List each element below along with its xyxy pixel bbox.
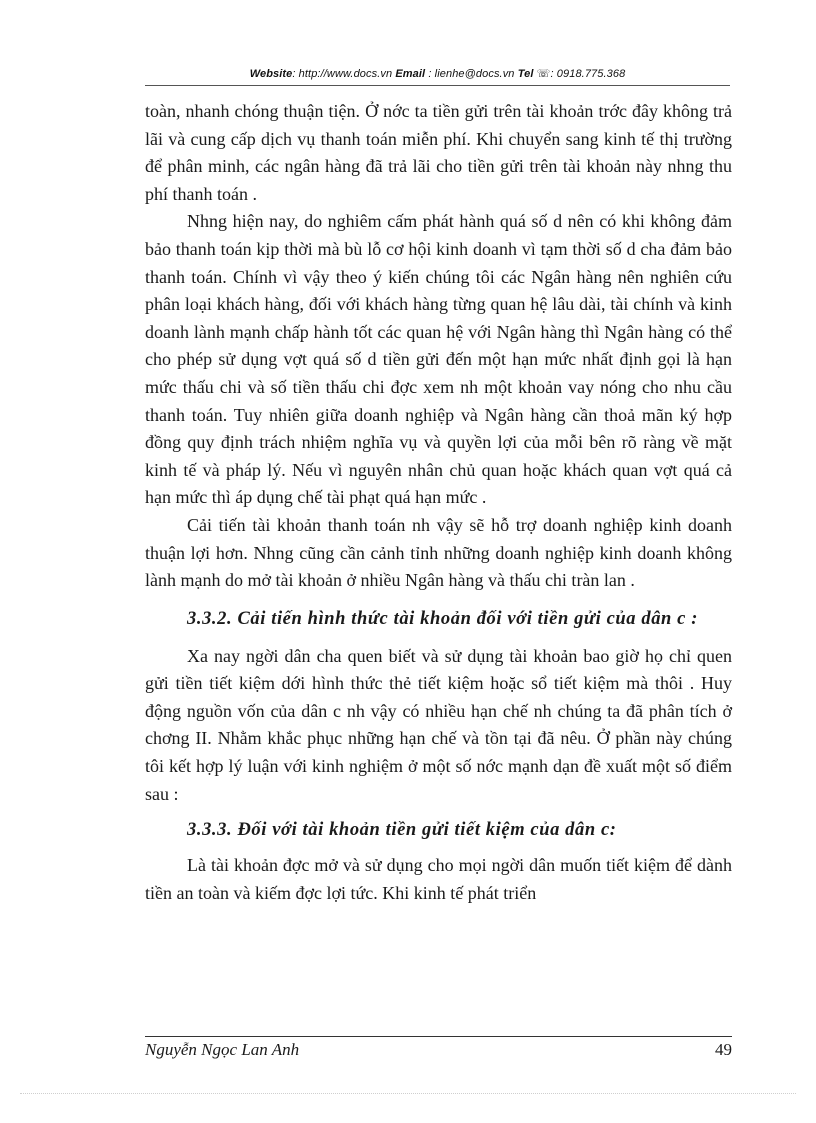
document-body: [145, 98, 732, 907]
tel-number: : 0918.775.368: [550, 68, 626, 80]
paragraph-3: Cải tiến tài khoản thanh toán nh vậy sẽ hỗ trợ doanh nghiệp kinh doanh thuận lợi hơn. Nhng cũng cần cảnh tỉnh những doanh nghiệp kinh doanh không lành mạnh do mở tài khoản ở nhiều Ngân hàng và thấu chi tràn lan .: [145, 514, 732, 591]
page-bottom-dotted-border: [20, 1093, 796, 1094]
tel-label: Tel: [517, 68, 534, 80]
paragraph-5: Là tài khoản đợc mở và sử dụng cho mọi ngời dân muốn tiết kiệm để dành tiền an toàn và kiếm đợc lợi tức. Khi kinh tế phát triển: [145, 855, 732, 903]
footer-divider: [145, 1036, 732, 1037]
header-divider: [145, 85, 730, 86]
page-header: [145, 67, 730, 80]
section-heading-3-3-2: 3.3.2. Cải tiến hình thức tài khoản đối với tiền gửi của dân c :: [187, 608, 698, 629]
paragraph-2: Nhng hiện nay, do nghiêm cấm phát hành quá số d nên có khi không đảm bảo thanh toán kịp thời mà bù lỗ cơ hội kinh doanh vì tạm thời số d cha đảm bảo thanh toán. Chính vì vậy theo ý kiến chúng tôi các Ngân hàng nên nghiên cứu phân loại khách hàng, đối với khách hàng từng quan hệ lâu dài, tài chính và kinh doanh lành mạnh chấp hành tốt các quan hệ với Ngân hàng thì Ngân hàng có thể cho phép sử dụng vợt quá số d tiền gửi đến một hạn mức nhất định gọi là hạn mức thấu chi và số tiền thấu chi đợc xem nh một khoản vay nóng cho nhu cầu thanh toán. Tuy nhiên giữa doanh nghiệp và Ngân hàng cần thoả mãn ký hợp đồng quy định trách nhiệm nghĩa vụ và quyền lợi của mỗi bên rõ ràng về mặt kinh tế và pháp lý. Nếu vì nguyên nhân chủ quan hoặc khách quan vợt quá cả hạn mức thì áp dụng chế tài phạt quá hạn mức .: [145, 211, 732, 508]
website-label: Website: [249, 68, 293, 80]
section-heading-3-3-3: 3.3.3. Đối với tài khoản tiền gửi tiết kiệm của dân c:: [187, 820, 617, 841]
email-label: Email: [395, 68, 426, 80]
website-url[interactable]: : http://www.docs.vn: [292, 68, 393, 80]
phone-icon: ☏: [536, 68, 551, 80]
page-number: 49: [715, 1040, 732, 1059]
paragraph-4: Xa nay ngời dân cha quen biết và sử dụng tài khoản bao giờ họ chỉ quen gửi tiền tiết kiệm dới hình thức thẻ tiết kiệm hoặc sổ tiết kiệm mà thôi . Huy động nguồn vốn của dân c nh vậy có nhiều hạn chế nh chúng ta đã phân tích ở chơng II. Nhằm khắc phục những hạn chế và tồn tại đã nêu. Ở phần này chúng tôi kết hợp lý luận với kinh nghiệm ở một số nớc mạnh dạn đề xuất một số điểm sau :: [145, 645, 732, 804]
email-address[interactable]: : lienhe@docs.vn: [428, 68, 515, 80]
page-footer: [145, 1040, 732, 1060]
author-name: Nguyễn Ngọc Lan Anh: [145, 1040, 300, 1059]
paragraph-1: toàn, nhanh chóng thuận tiện. Ở nớc ta tiền gửi trên tài khoản trớc đây không trả lãi và cung cấp dịch vụ thanh toán miễn phí. Khi chuyển sang kinh tế thị trường để phân minh, các ngân hàng đã trả lãi cho tiền gửi trên tài khoản này nhng thu phí thanh toán .: [145, 101, 732, 204]
